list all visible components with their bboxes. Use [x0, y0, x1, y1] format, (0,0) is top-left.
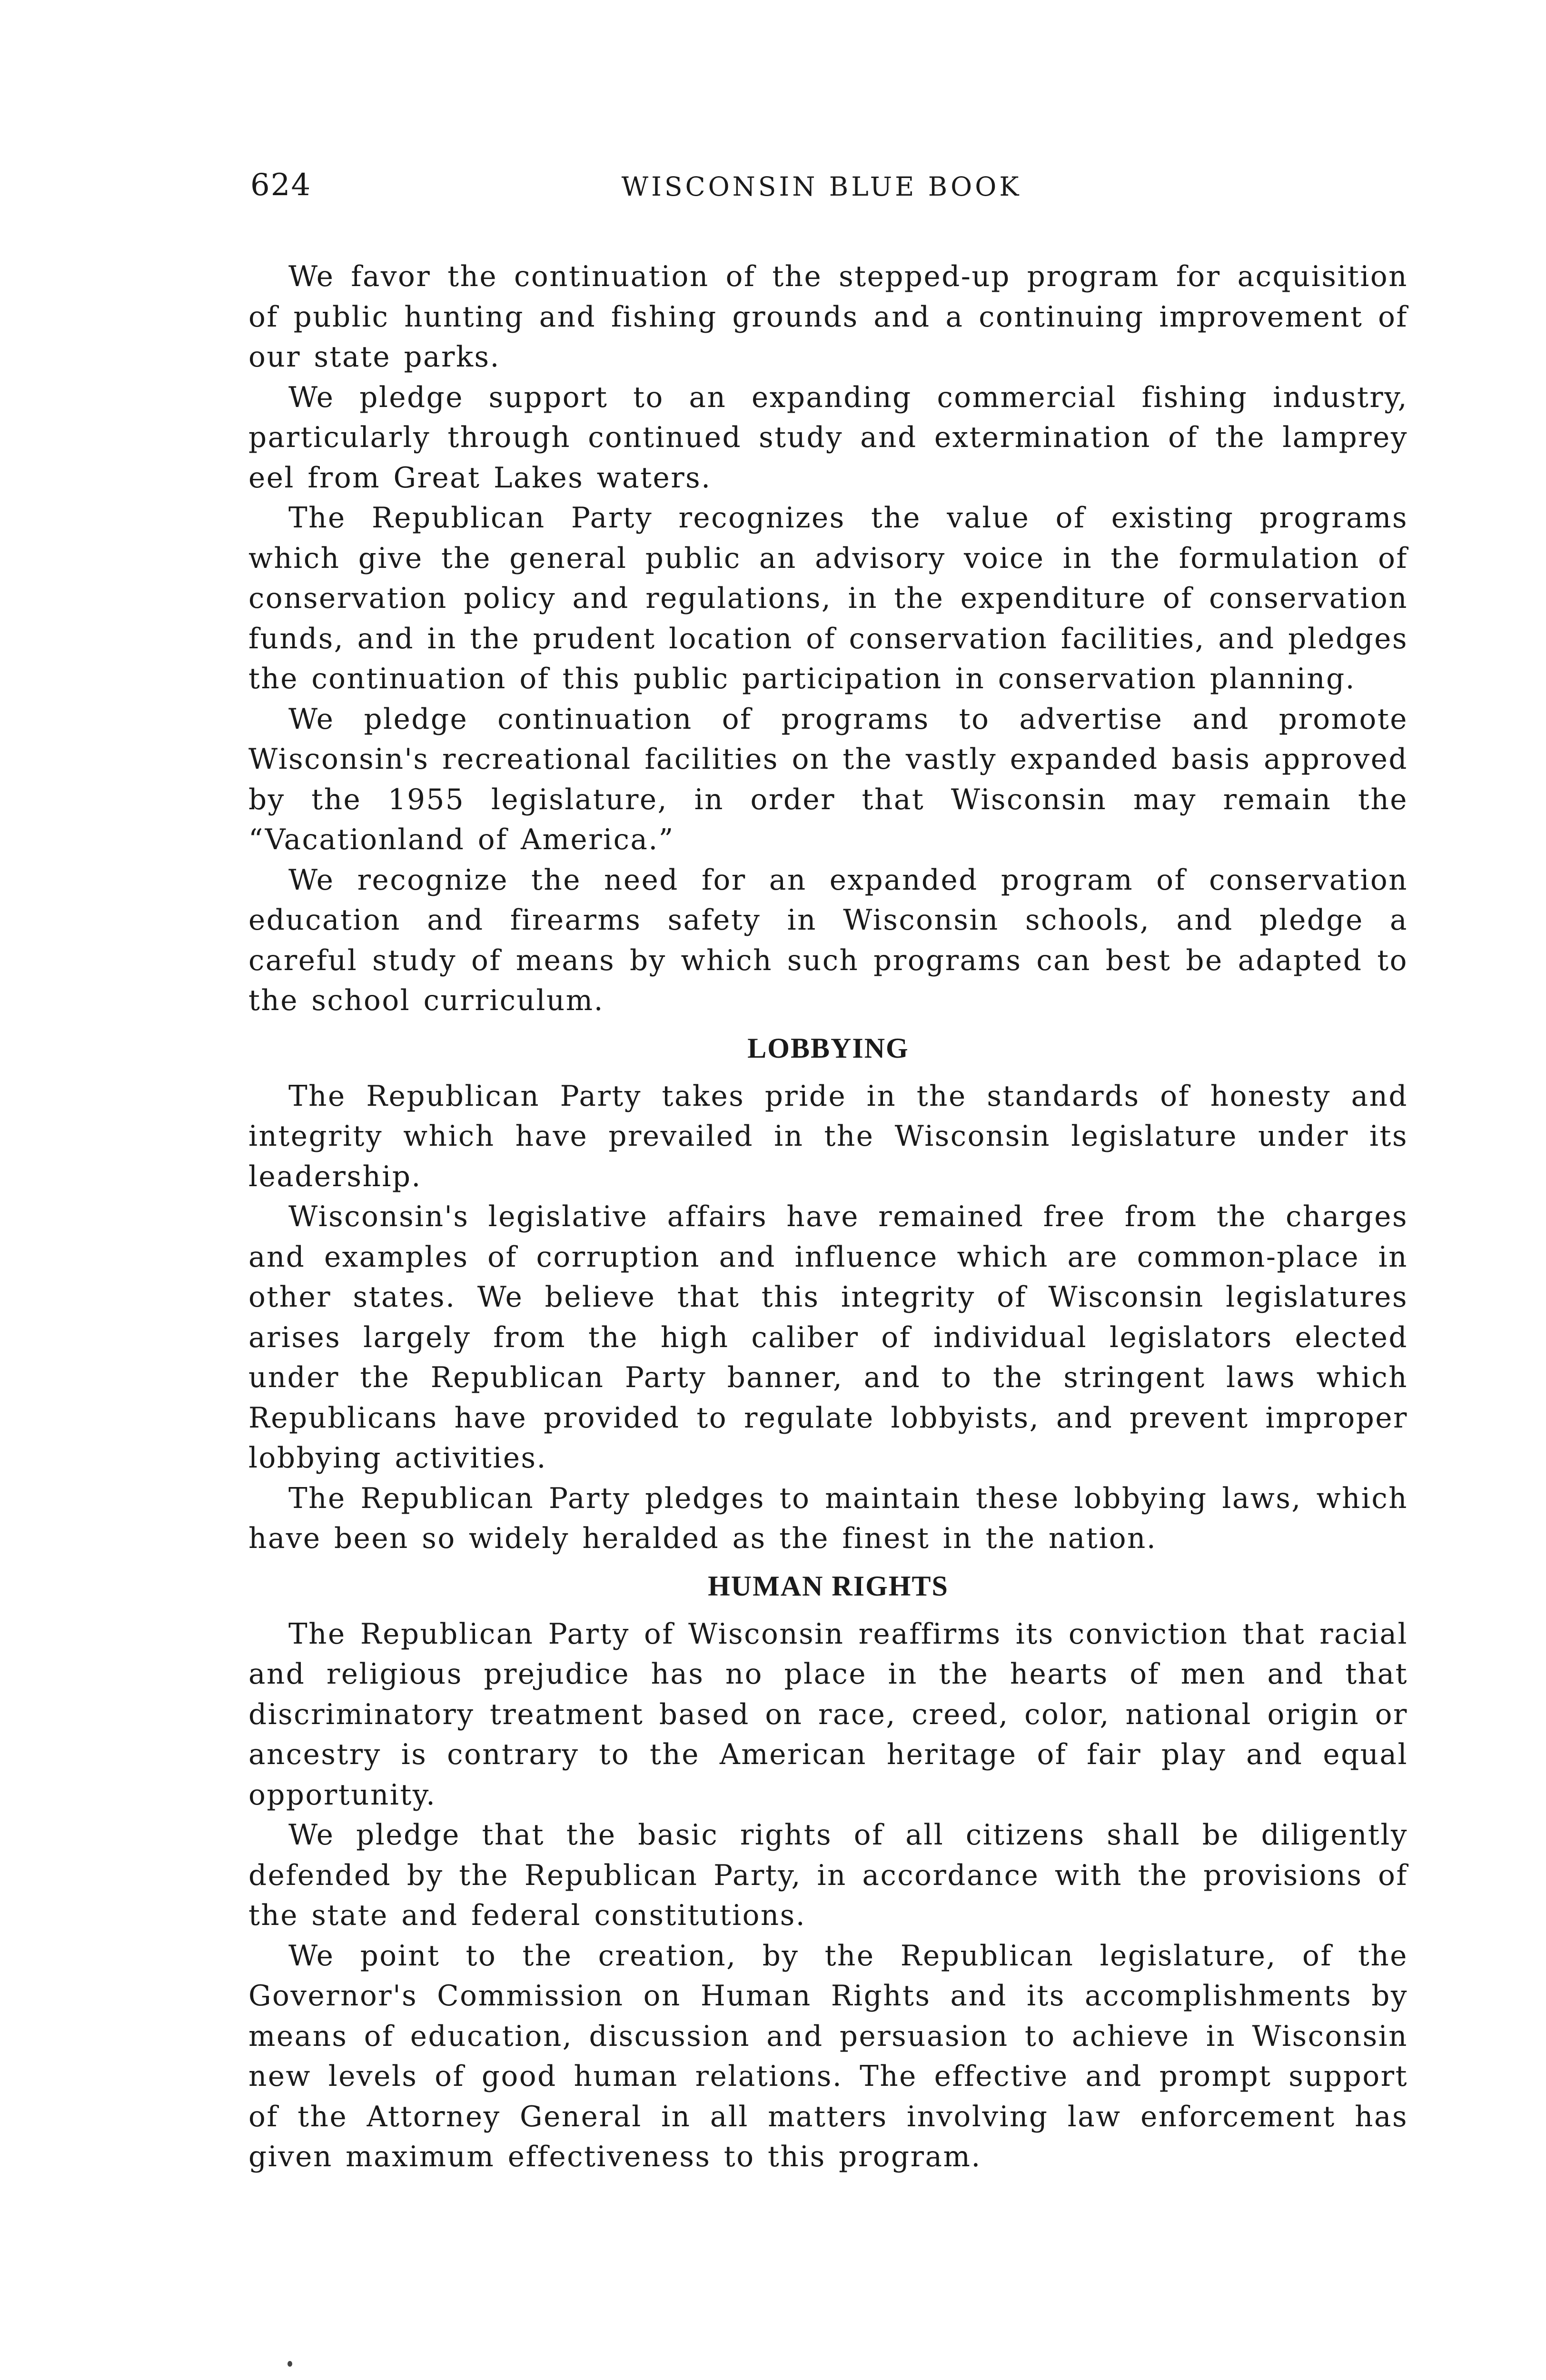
paragraph-lobbying-pride: The Republican Party takes pride in the standards of honesty and integrity which have prevailed in the Wisconsin legislature under its leadership. — [248, 1080, 1408, 1193]
paragraph-human-rights-pledge: We pledge that the basic rights of all citizens shall be diligently defended by the Republican Party, in accordance with the provisions of the state and federal constitutions. — [248, 1819, 1408, 1932]
paragraph-human-rights-conviction: The Republican Party of Wisconsin reaffirms its conviction that racial and religious prejudice has no place in the hearts of men and that discriminatory treatment based on race, creed, color, national origin or ancestry is contrary to the American heritage of fair play and equal opportunity. — [248, 1617, 1408, 1812]
section-heading-human-rights: HUMAN RIGHTS — [708, 1570, 949, 1602]
section-heading-lobbying: LOBBYING — [747, 1032, 909, 1064]
paragraph-lobbying-pledge: The Republican Party pledges to maintain these lobbying laws, which have been so widely heralded as the finest in the nation. — [248, 1482, 1408, 1555]
paragraph-vacationland: We pledge continuation of programs to advertise and promote Wisconsin's recreational facilities on the vastly expanded basis approved by the 1955 legislature, in order that Wisconsin may remain the “Vacationland of America.” — [248, 703, 1408, 856]
running-head: WISCONSIN BLUE BOOK — [621, 171, 1022, 202]
paragraph-lobbying-integrity: Wisconsin's legislative affairs have remained free from the charges and examples of corruption and influence which are common-place in other states. We believe that this integrity of Wisconsin legislatures arises largely from the high caliber of individual legislators elected under the Republican Party banner, and to the stringent laws which Republicans have provided to regulate lobbyists, and prevent improper lobbying activities. — [248, 1200, 1408, 1475]
paragraph-hunting-fishing-grounds: We favor the continuation of the stepped-up program for acquisition of public hunting and fishing grounds and a continuing improvement of our state parks. — [248, 260, 1408, 374]
body-text — [248, 257, 1408, 2178]
page-header — [250, 168, 1393, 210]
print-speck — [287, 2361, 292, 2367]
paragraph-conservation-education: We recognize the need for an expanded program of conservation education and firearms safety in Wisconsin schools, and pledge a careful study of means by which such programs can best be adapted to the school curriculum. — [248, 863, 1408, 1017]
page-number: 624 — [250, 168, 312, 203]
paragraph-advisory-voice: The Republican Party recognizes the value of existing programs which give the general public an advisory voice in the formulation of conservation policy and regulations, in the expenditure of conservation funds, and in the prudent location of conservation facilities, and pledges the continuation of this public participation in conservation planning. — [248, 502, 1408, 695]
paragraph-human-rights-commission: We point to the creation, by the Republican legislature, of the Governor's Commission on Human Rights and its accomplishments by means of education, discussion and persuasion to achieve in Wisconsin new levels of good human relations. The effective and prompt support of the Attorney General in all matters involving law enforcement has given maximum effectiveness to this program. — [248, 1939, 1408, 2173]
paragraph-commercial-fishing: We pledge support to an expanding commercial fishing industry, particularly through continued study and extermination of the lamprey eel from Great Lakes waters. — [248, 381, 1408, 495]
